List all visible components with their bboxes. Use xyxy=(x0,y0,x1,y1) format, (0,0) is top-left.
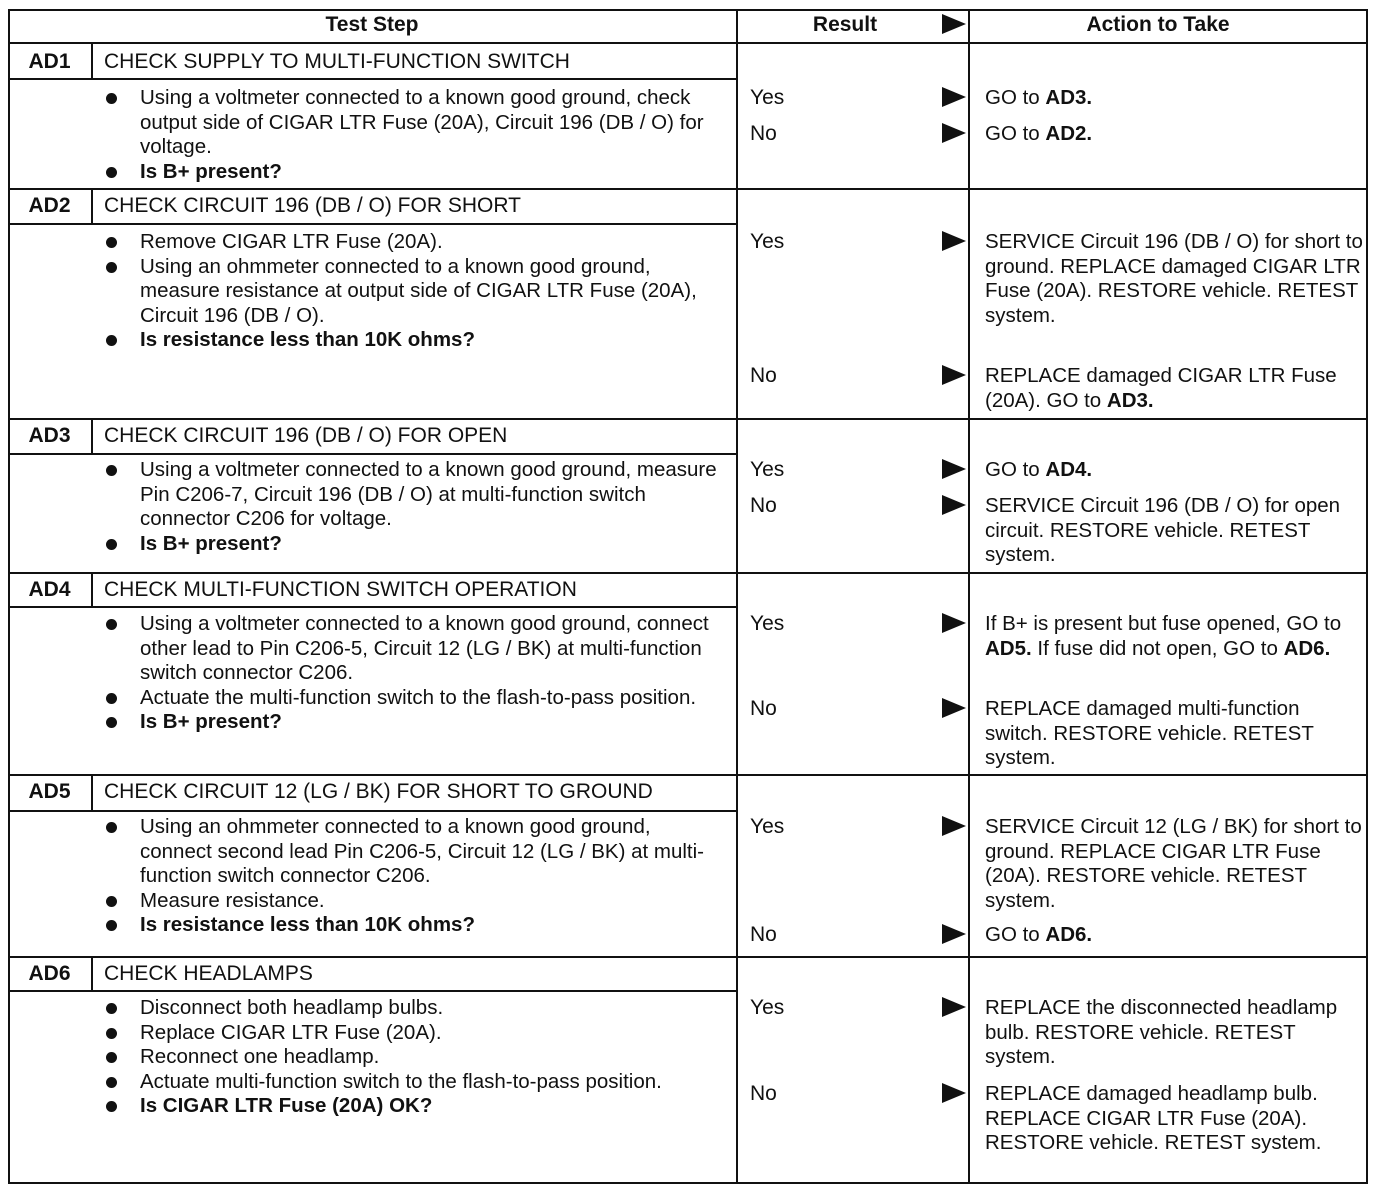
title-bottom-border xyxy=(8,810,736,812)
result-no: No xyxy=(750,697,777,720)
action-text: GO to AD4. xyxy=(985,458,1093,481)
bullet-icon xyxy=(106,1052,117,1063)
title-bottom-border xyxy=(8,606,736,608)
action-text: GO to AD2. xyxy=(985,122,1093,145)
bullet-icon xyxy=(106,822,117,833)
step-instructions xyxy=(100,230,720,353)
step-id-divider xyxy=(91,188,93,223)
action-text: GO to AD6. xyxy=(985,923,1093,946)
step-title: CHECK SUPPLY TO MULTI-FUNCTION SWITCH xyxy=(104,50,570,73)
bullet-icon xyxy=(106,237,117,248)
action-text: SERVICE Circuit 12 (LG / BK) for short to ground. REPLACE CIGAR LTR Fuse (20A). RESTORE vehicle. RETEST system. xyxy=(985,815,1362,912)
row-bottom-border xyxy=(8,572,1366,574)
header-test-step: Test Step xyxy=(325,13,419,36)
step-id-divider xyxy=(91,44,93,78)
step-instructions xyxy=(100,815,720,938)
header-arrow-icon xyxy=(942,14,966,34)
step-question: Is resistance less than 10K ohms? xyxy=(100,913,720,938)
result-no: No xyxy=(750,364,777,387)
step-title: CHECK MULTI-FUNCTION SWITCH OPERATION xyxy=(104,578,577,601)
result-yes: Yes xyxy=(750,815,785,838)
arrow-right-icon xyxy=(942,87,966,107)
bullet-icon xyxy=(106,717,117,728)
action-column-left-border xyxy=(968,9,970,1184)
step-instruction: Using a voltmeter connected to a known good ground, check output side of CIGAR LTR Fuse (20A), Circuit 196 (DB / O) for voltage. xyxy=(100,86,720,160)
header-action: Action to Take xyxy=(1086,13,1230,36)
result-no: No xyxy=(750,122,777,145)
step-instruction: Actuate the multi-function switch to the flash-to-pass position. xyxy=(100,686,720,711)
arrow-right-icon xyxy=(942,816,966,836)
arrow-right-icon xyxy=(942,924,966,944)
step-instruction: Measure resistance. xyxy=(100,889,720,914)
step-question: Is B+ present? xyxy=(100,160,720,185)
bullet-icon xyxy=(106,693,117,704)
arrow-right-icon xyxy=(942,997,966,1017)
step-question: Is B+ present? xyxy=(100,532,720,557)
action-text: GO to AD3. xyxy=(985,86,1093,109)
title-bottom-border xyxy=(8,990,736,992)
bullet-icon xyxy=(106,1077,117,1088)
title-bottom-border xyxy=(8,223,736,225)
step-question: Is B+ present? xyxy=(100,710,720,735)
result-no: No xyxy=(750,923,777,946)
result-yes: Yes xyxy=(750,612,785,635)
result-column-left-border xyxy=(736,9,738,1184)
action-text: If B+ is present but fuse opened, GO to AD5. If fuse did not open, GO to AD6. xyxy=(985,612,1342,660)
step-title: CHECK CIRCUIT 12 (LG / BK) FOR SHORT TO GROUND xyxy=(104,780,653,803)
action-text: REPLACE the disconnected headlamp bulb. RESTORE vehicle. RETEST system. xyxy=(985,996,1338,1068)
step-id-divider xyxy=(91,774,93,810)
bullet-icon xyxy=(106,335,117,346)
step-title: CHECK CIRCUIT 196 (DB / O) FOR OPEN xyxy=(104,424,508,447)
row-bottom-border xyxy=(8,418,1366,420)
step-instruction: Replace CIGAR LTR Fuse (20A). xyxy=(100,1021,720,1046)
step-instruction: Reconnect one headlamp. xyxy=(100,1045,720,1070)
step-question: Is resistance less than 10K ohms? xyxy=(100,328,720,353)
result-yes: Yes xyxy=(750,458,785,481)
step-id: AD5 xyxy=(28,780,71,803)
action-text: REPLACE damaged multi-function switch. RESTORE vehicle. RETEST system. xyxy=(985,697,1314,769)
bullet-icon xyxy=(106,539,117,550)
step-id-divider xyxy=(91,956,93,990)
step-instruction: Disconnect both headlamp bulbs. xyxy=(100,996,720,1021)
step-id: AD2 xyxy=(28,194,71,217)
step-question: Is CIGAR LTR Fuse (20A) OK? xyxy=(100,1094,720,1119)
step-id: AD3 xyxy=(28,424,71,447)
step-instruction: Actuate multi-function switch to the flash-to-pass position. xyxy=(100,1070,720,1095)
arrow-right-icon xyxy=(942,365,966,385)
title-bottom-border xyxy=(8,453,736,455)
bullet-icon xyxy=(106,167,117,178)
action-text: REPLACE damaged headlamp bulb. REPLACE CIGAR LTR Fuse (20A). RESTORE vehicle. RETEST system. xyxy=(985,1082,1322,1154)
row-bottom-border xyxy=(8,774,1366,776)
step-id-divider xyxy=(91,418,93,453)
action-text: SERVICE Circuit 196 (DB / O) for short to ground. REPLACE damaged CIGAR LTR Fuse (20A). RESTORE vehicle. RETEST system. xyxy=(985,230,1363,327)
step-id: AD1 xyxy=(28,50,71,73)
step-instructions xyxy=(100,458,720,556)
bullet-icon xyxy=(106,1003,117,1014)
bullet-icon xyxy=(106,262,117,273)
result-yes: Yes xyxy=(750,230,785,253)
step-instruction: Remove CIGAR LTR Fuse (20A). xyxy=(100,230,720,255)
step-title: CHECK HEADLAMPS xyxy=(104,962,313,985)
step-instruction: Using an ohmmeter connected to a known good ground, connect second lead Pin C206-5, Circuit 12 (LG / BK) at multi-function switch connector C206. xyxy=(100,815,720,889)
bullet-icon xyxy=(106,619,117,630)
step-instructions xyxy=(100,86,720,184)
table-right-border xyxy=(1366,9,1368,1184)
arrow-right-icon xyxy=(942,123,966,143)
result-yes: Yes xyxy=(750,996,785,1019)
bullet-icon xyxy=(106,896,117,907)
bullet-icon xyxy=(106,1028,117,1039)
arrow-right-icon xyxy=(942,1083,966,1103)
row-bottom-border xyxy=(8,1182,1366,1184)
arrow-right-icon xyxy=(942,698,966,718)
bullet-icon xyxy=(106,1101,117,1112)
bullet-icon xyxy=(106,920,117,931)
arrow-right-icon xyxy=(942,495,966,515)
step-id: AD4 xyxy=(28,578,71,601)
header-result: Result xyxy=(812,13,878,36)
action-text: REPLACE damaged CIGAR LTR Fuse (20A). GO to AD3. xyxy=(985,364,1337,412)
step-instruction: Using an ohmmeter connected to a known good ground, measure resistance at output side of CIGAR LTR Fuse (20A), Circuit 196 (DB / O). xyxy=(100,255,720,329)
step-instructions xyxy=(100,612,720,735)
row-bottom-border xyxy=(8,956,1366,958)
arrow-right-icon xyxy=(942,613,966,633)
step-instruction: Using a voltmeter connected to a known good ground, connect other lead to Pin C206-5, Circuit 12 (LG / BK) at multi-function switch connector C206. xyxy=(100,612,720,686)
table-top-border xyxy=(8,9,1366,11)
step-title: CHECK CIRCUIT 196 (DB / O) FOR SHORT xyxy=(104,194,521,217)
step-instructions xyxy=(100,996,720,1119)
step-id-divider xyxy=(91,572,93,606)
title-bottom-border xyxy=(8,78,736,80)
row-bottom-border xyxy=(8,188,1366,190)
result-no: No xyxy=(750,494,777,517)
step-instruction: Using a voltmeter connected to a known good ground, measure Pin C206-7, Circuit 196 (DB / O) at multi-function switch connector C206 for voltage. xyxy=(100,458,720,532)
arrow-right-icon xyxy=(942,231,966,251)
bullet-icon xyxy=(106,465,117,476)
result-no: No xyxy=(750,1082,777,1105)
arrow-right-icon xyxy=(942,459,966,479)
bullet-icon xyxy=(106,93,117,104)
step-id: AD6 xyxy=(28,962,71,985)
action-text: SERVICE Circuit 196 (DB / O) for open circuit. RESTORE vehicle. RETEST system. xyxy=(985,494,1341,566)
header-bottom-border xyxy=(8,42,1366,44)
result-yes: Yes xyxy=(750,86,785,109)
